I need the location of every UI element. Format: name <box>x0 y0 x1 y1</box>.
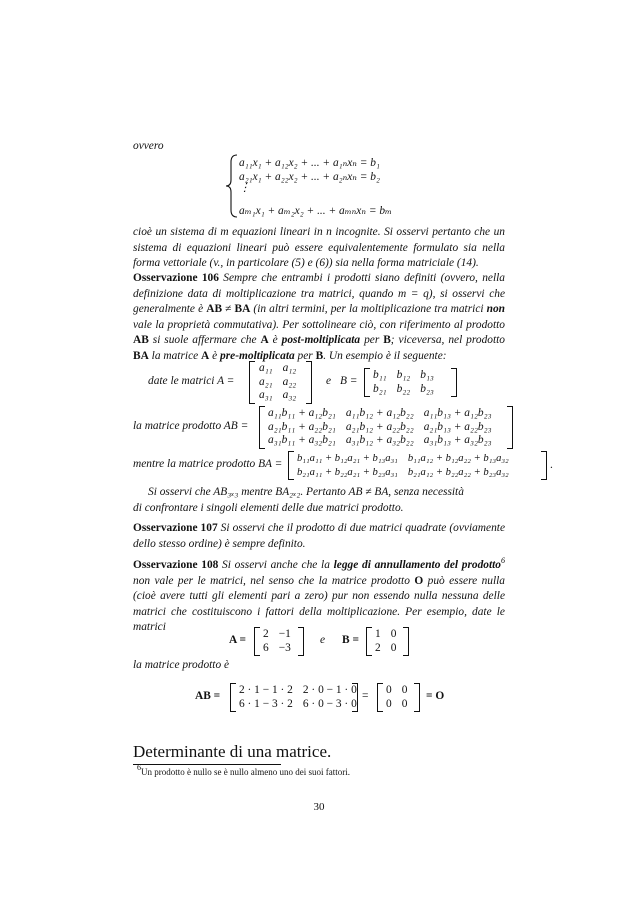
note-line-2: di confrontare i singoli elementi delle due matrici prodotto. <box>133 502 404 514</box>
matrix-ab-cell: a₃₁b₁₂ + a₃₂b₂₂ <box>345 434 414 446</box>
matrix-ab-cell: a₂₁b₁₁ + a₂₂b₂₁ <box>268 420 336 433</box>
matrix-b-cell: b₁₃ <box>420 369 434 381</box>
matrix-ba-cell: b₁₁a₁₂ + b₁₂a₂₂ + b₁₃a₃₂ <box>407 453 509 464</box>
observation-107 <box>133 521 505 552</box>
matrix-ab <box>263 407 497 448</box>
term-o: O <box>414 574 424 587</box>
matrix-b-cell: b₁₂ <box>396 369 411 381</box>
matrix-b-label: B = <box>340 375 358 387</box>
obs106-text-10: per <box>294 349 316 362</box>
matrix-ab-cell: a₂₁b₁₃ + a₂₂b₂₃ <box>423 420 492 433</box>
zero-matrix <box>381 684 412 711</box>
example-b-label: B = <box>342 634 359 646</box>
example-matrix-a <box>258 628 296 655</box>
footnote-rule <box>133 764 281 765</box>
obs107-text: Si osservi che il prodotto di due matrici quadrate (ovviamente dello stesso ordine) è sempre definito. <box>133 522 506 550</box>
matrix-ba-cell: b₂₁a₁₁ + b₂₂a₂₁ + b₂₃a₃₁ <box>297 466 398 478</box>
matrix-a-cell: a₂₁ <box>259 375 273 388</box>
matrix-ba <box>292 452 514 479</box>
system-explanation: cioè un sistema di m equazioni lineari in n incognite. Si osservi pertanto che un sistema di equazioni lineari può essere equivalentemente formulato sia nella forma vettoriale (v., in particolare (5) e (6)) sia nella forma matriciale (14). <box>133 226 505 270</box>
obs106-text-11: . Un esempio è il seguente: <box>323 349 447 362</box>
equation-row-m: aₘ₁x₁ + aₘ₂x₂ + ... + aₘₙxₙ = bₘ <box>239 205 393 217</box>
example-matrix-ab <box>234 684 362 711</box>
product-ab-label: la matrice prodotto AB = <box>133 420 249 432</box>
term-b: B <box>383 334 391 347</box>
term-ba: BA <box>234 303 251 316</box>
zero-matrix-cell: 0 <box>401 684 408 696</box>
matrix-ba-right-bracket <box>541 451 547 480</box>
example-b-cell: 0 <box>390 628 397 640</box>
section-heading: Determinante di una matrice. <box>133 742 332 761</box>
matrix-b <box>368 369 439 396</box>
zero-matrix-cell: 0 <box>386 684 392 696</box>
term-ab: AB <box>206 303 223 316</box>
equation-row-2: a₂₁x₁ + a₂₂x₂ + ... + a₂ₙxₙ = b₂ <box>239 171 380 183</box>
example-ab-right-bracket <box>352 683 358 712</box>
ba-period: . <box>550 459 553 471</box>
term-a-2: A <box>201 349 210 362</box>
term-ba-2: BA <box>133 349 149 362</box>
observation-107-label: Osservazione 107 <box>133 522 218 534</box>
zero-matrix-right-bracket <box>414 683 420 712</box>
footnote-text: Un prodotto è nullo se è nullo almeno uno dei suoi fattori. <box>141 767 350 777</box>
result-o: = O <box>426 690 445 702</box>
footnote <box>137 763 350 777</box>
ovvero-text: ovvero <box>133 140 164 152</box>
matrix-a-label: date le matrici A = <box>148 375 235 387</box>
observation-108-label: Osservazione 108 <box>133 559 219 571</box>
term-b-2: B <box>315 349 324 362</box>
obs106-text-4: si suole affermare che <box>148 334 261 347</box>
term-pre-moltiplicata: pre-moltiplicata <box>220 349 295 362</box>
example-matrix-b <box>370 628 401 655</box>
matrix-ab-cell: a₁₁b₁₁ + a₁₂b₂₁ <box>268 407 336 419</box>
obs106-text-8: la matrice <box>148 349 202 362</box>
observation-106-label: Osservazione 106 <box>133 272 219 284</box>
obs106-text-6: per <box>360 334 384 347</box>
example-b-cell: 1 <box>375 628 381 640</box>
matrix-ba-cell: b₂₁a₁₂ + b₂₂a₂₂ + b₂₃a₃₂ <box>407 466 509 478</box>
example-b-cell: 2 <box>375 641 381 654</box>
equation-row-1: a₁₁x₁ + a₁₂x₂ + ... + a₁ₙxₙ = b₁ <box>239 157 380 169</box>
matrix-ba-cell: b₁₁a₁₁ + b₁₂a₂₁ + b₁₃a₃₁ <box>297 453 398 464</box>
example-a-label: A = <box>229 634 246 646</box>
example-ab-cell: 2 · 1 − 1 · 2 <box>239 684 293 696</box>
observation-106 <box>133 271 505 365</box>
neq-sign: ≠ <box>222 303 235 316</box>
conjunction-e: e <box>326 375 332 387</box>
example-ab-cell: 6 · 1 − 3 · 2 <box>239 697 293 710</box>
example-ab-cell: 2 · 0 − 1 · 0 <box>302 684 357 696</box>
term-post-moltiplicata: post-moltiplicata <box>281 334 361 347</box>
observation-108 <box>133 558 505 636</box>
zero-matrix-cell: 0 <box>401 697 408 710</box>
matrix-ab-cell: a₃₁b₁₃ + a₃₂b₂₃ <box>423 434 492 446</box>
matrix-ab-cell: a₁₁b₁₃ + a₁₂b₂₃ <box>423 407 492 419</box>
product-intro: la matrice prodotto è <box>133 659 230 671</box>
matrix-a-cell: a₃₂ <box>282 389 297 401</box>
example-a-cell: 6 <box>263 641 269 654</box>
obs106-text-3: vale la proprietà commutativa). Per sottolineare ciò, con riferimento al prodotto <box>133 318 505 331</box>
matrix-b-cell: b₂₃ <box>420 382 434 395</box>
example-conjunction-e: e <box>320 634 326 646</box>
matrix-b-right-bracket <box>451 368 457 397</box>
zero-matrix-cell: 0 <box>386 697 392 710</box>
example-a-cell: −1 <box>278 628 291 640</box>
example-a-cell: −3 <box>278 641 291 654</box>
term-a: A <box>260 334 269 347</box>
matrix-a-cell: a₂₂ <box>282 375 297 388</box>
obs106-text-5: è <box>268 334 282 347</box>
obs106-text-7: ; viceversa, nel prodotto <box>390 334 505 347</box>
example-ab-cell: 6 · 0 − 3 · 0 <box>302 697 357 710</box>
example-a-cell: 2 <box>263 628 269 640</box>
footnote-reference: 6 <box>501 556 505 565</box>
page-number: 30 <box>313 801 325 813</box>
obs108-text-2: non vale per le matrici, nel senso che la matrice prodotto <box>133 574 415 587</box>
vertical-dots: ⋮ <box>239 182 251 194</box>
matrix-a-cell: a₁₂ <box>282 362 297 374</box>
matrix-a <box>254 362 301 403</box>
matrix-ab-cell: a₃₁b₁₁ + a₃₂b₂₁ <box>268 434 336 446</box>
obs108-text-3: può essere nulla (cioè avere tutti gli elementi pari a zero) pur non essendo nulla nessuna delle matrici che costituiscono i fattori della moltiplicazione. Per esempio, date le matrici <box>133 574 506 634</box>
obs106-text-1: Sempre che entrambi i prodotti siano definiti (ovvero, nella definizione data di moltiplicazione tra matrici, quando m = q), si osservi che generalmente è <box>133 272 505 316</box>
footnote-mark: 6 <box>137 763 141 772</box>
matrix-a-cell: a₃₁ <box>259 389 273 401</box>
product-ba-label: mentre la matrice prodotto BA = <box>133 458 283 470</box>
example-ab-label: AB = <box>195 690 221 702</box>
matrix-ab-cell: a₂₁b₁₂ + a₂₂b₂₂ <box>345 420 414 433</box>
obs106-text-2: (in altri termini, per la moltiplicazione tra matrici <box>250 303 487 316</box>
obs108-text-1: Si osservi anche che la <box>218 559 334 571</box>
term-legge-annullamento: legge di annullamento del prodotto <box>333 559 501 571</box>
example-b-right-bracket <box>403 627 409 656</box>
matrix-b-cell: b₂₁ <box>373 382 387 395</box>
example-b-cell: 0 <box>390 641 397 654</box>
matrix-ab-right-bracket <box>507 406 513 449</box>
note-line-1: Si osservi che AB₃ₓ₃ mentre BA₂ₓ₂. Pertanto AB ≠ BA, senza necessità <box>148 486 464 498</box>
term-ab-2: AB <box>133 334 149 347</box>
term-non: non <box>486 303 505 316</box>
matrix-ab-cell: a₁₁b₁₂ + a₁₂b₂₂ <box>345 407 414 419</box>
example-a-right-bracket <box>298 627 304 656</box>
matrix-a-right-bracket <box>306 361 312 404</box>
left-brace <box>225 154 239 218</box>
matrix-b-cell: b₂₂ <box>396 382 411 395</box>
equals-sign: = <box>362 690 369 702</box>
matrix-a-cell: a₁₁ <box>259 362 273 374</box>
obs106-text-9: è <box>209 349 221 362</box>
matrix-b-cell: b₁₁ <box>373 369 387 381</box>
